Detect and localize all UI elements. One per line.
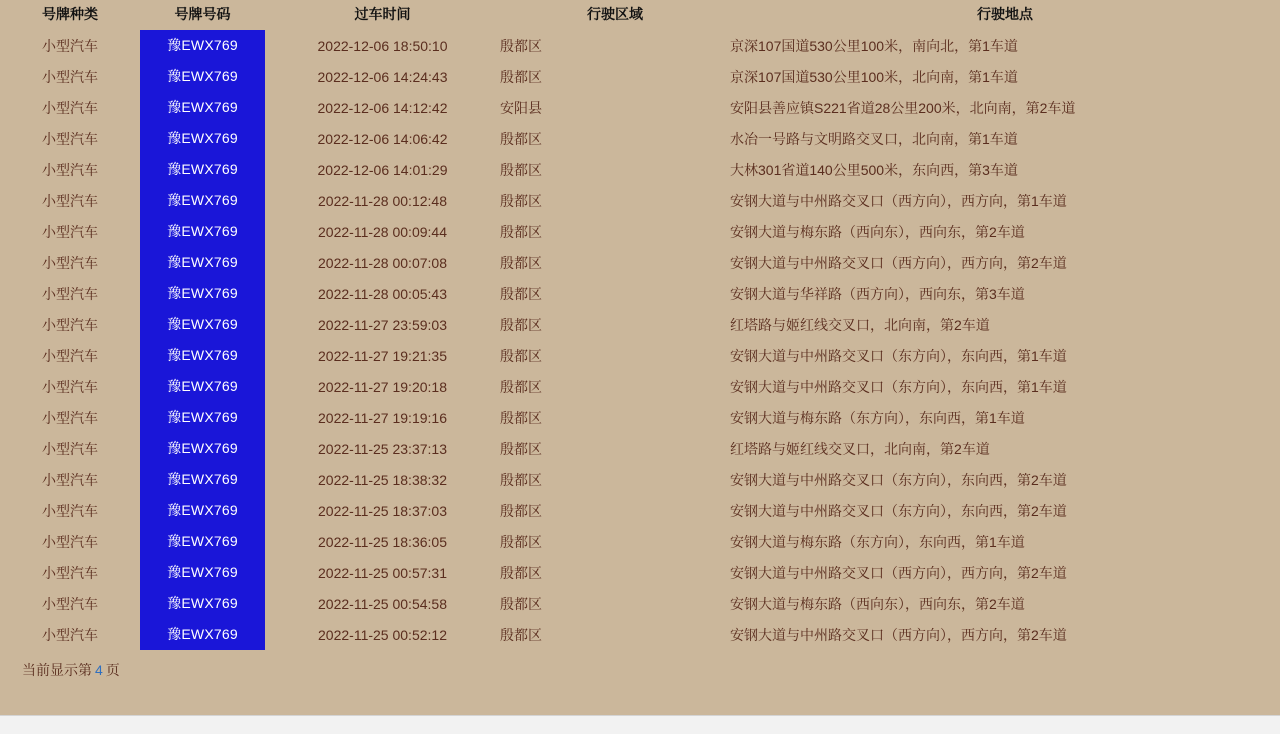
cell-location: 大林301省道140公里500米，东向西，第3车道 xyxy=(730,161,1018,178)
table-row[interactable] xyxy=(0,216,1280,247)
cell-plate-number xyxy=(140,185,265,216)
cell-plate-type: 小型汽车 xyxy=(42,378,98,395)
cell-plate-type: 小型汽车 xyxy=(42,254,98,271)
cell-location: 安钢大道与华祥路（西方向），西向东，第3车道 xyxy=(730,285,1025,302)
cell-plate-type: 小型汽车 xyxy=(42,316,98,333)
column-header-plate-number: 号牌号码 xyxy=(174,6,231,22)
plate-badge[interactable]: 豫EWX769 xyxy=(140,123,265,154)
cell-location: 安钢大道与中州路交叉口（西方向），西方向，第2车道 xyxy=(730,254,1067,271)
pagination-current-page[interactable]: 4 xyxy=(95,662,103,678)
cell-area: 殷都区 xyxy=(500,285,542,302)
cell-plate-number xyxy=(140,619,265,650)
cell-area: 殷都区 xyxy=(500,68,542,85)
cell-area: 殷都区 xyxy=(500,502,542,519)
cell-plate-type: 小型汽车 xyxy=(42,440,98,457)
cell-plate-type: 小型汽车 xyxy=(42,471,98,488)
cell-plate-number xyxy=(140,371,265,402)
cell-location: 安钢大道与中州路交叉口（西方向），西方向，第2车道 xyxy=(730,564,1067,581)
cell-location: 红塔路与姬红线交叉口，北向南，第2车道 xyxy=(730,440,990,457)
cell-pass-time: 2022-11-27 19:20:18 xyxy=(318,378,447,395)
cell-pass-time: 2022-12-06 18:50:10 xyxy=(317,37,448,54)
table-row[interactable] xyxy=(0,557,1280,588)
table-header-row xyxy=(0,0,1280,30)
cell-area: 殷都区 xyxy=(500,533,542,550)
plate-badge[interactable]: 豫EWX769 xyxy=(140,402,265,433)
cell-area: 殷都区 xyxy=(500,316,542,333)
cell-pass-time: 2022-11-28 00:07:08 xyxy=(318,254,447,271)
cell-area: 殷都区 xyxy=(500,161,542,178)
cell-location: 安钢大道与梅东路（西向东），西向东，第2车道 xyxy=(730,595,1025,612)
table-row[interactable] xyxy=(0,402,1280,433)
cell-plate-type: 小型汽车 xyxy=(42,502,98,519)
cell-area: 殷都区 xyxy=(500,223,542,240)
plate-badge[interactable]: 豫EWX769 xyxy=(140,433,265,464)
table-row[interactable] xyxy=(0,433,1280,464)
cell-location: 安钢大道与中州路交叉口（东方向），东向西，第1车道 xyxy=(730,347,1067,364)
cell-plate-type: 小型汽车 xyxy=(42,161,98,178)
plate-badge[interactable]: 豫EWX769 xyxy=(140,216,265,247)
cell-plate-type: 小型汽车 xyxy=(42,533,98,550)
cell-pass-time: 2022-12-06 14:06:42 xyxy=(317,130,448,147)
cell-pass-time: 2022-11-25 23:37:13 xyxy=(318,440,447,457)
cell-plate-number xyxy=(140,309,265,340)
cell-plate-type: 小型汽车 xyxy=(42,564,98,581)
plate-badge[interactable]: 豫EWX769 xyxy=(140,371,265,402)
table-row[interactable] xyxy=(0,30,1280,61)
cell-pass-time: 2022-12-06 14:24:43 xyxy=(317,68,448,85)
pagination-status xyxy=(0,660,1280,680)
plate-badge[interactable]: 豫EWX769 xyxy=(140,185,265,216)
cell-location: 安钢大道与中州路交叉口（西方向），西方向，第2车道 xyxy=(730,626,1067,643)
cell-area: 殷都区 xyxy=(500,347,542,364)
cell-plate-number xyxy=(140,278,265,309)
cell-pass-time: 2022-12-06 14:12:42 xyxy=(317,99,448,116)
cell-location: 安钢大道与中州路交叉口（东方向），东向西，第2车道 xyxy=(730,502,1067,519)
cell-location: 安钢大道与梅东路（东方向），东向西，第1车道 xyxy=(730,409,1025,426)
column-header-location: 行驶地点 xyxy=(977,6,1033,22)
plate-badge[interactable]: 豫EWX769 xyxy=(140,309,265,340)
cell-location: 安钢大道与中州路交叉口（东方向），东向西，第2车道 xyxy=(730,471,1067,488)
cell-pass-time: 2022-11-25 18:36:05 xyxy=(318,533,447,550)
cell-plate-number xyxy=(140,216,265,247)
table-row[interactable] xyxy=(0,185,1280,216)
cell-plate-type: 小型汽车 xyxy=(42,192,98,209)
cell-pass-time: 2022-11-28 00:09:44 xyxy=(318,223,447,240)
cell-pass-time: 2022-11-28 00:05:43 xyxy=(318,285,447,302)
table-row[interactable] xyxy=(0,309,1280,340)
table-row[interactable] xyxy=(0,154,1280,185)
table-row[interactable] xyxy=(0,464,1280,495)
cell-plate-number xyxy=(140,557,265,588)
table-row[interactable] xyxy=(0,278,1280,309)
cell-location: 水冶一号路与文明路交叉口，北向南，第1车道 xyxy=(730,130,1018,147)
cell-area: 殷都区 xyxy=(500,409,542,426)
cell-plate-type: 小型汽车 xyxy=(42,99,98,116)
cell-plate-number xyxy=(140,92,265,123)
cell-plate-type: 小型汽车 xyxy=(42,285,98,302)
cell-location: 京深107国道530公里100米，南向北，第1车道 xyxy=(730,37,1018,54)
cell-plate-number xyxy=(140,588,265,619)
cell-plate-type: 小型汽车 xyxy=(42,595,98,612)
cell-location: 安钢大道与梅东路（西向东），西向东，第2车道 xyxy=(730,223,1025,240)
plate-badge[interactable]: 豫EWX769 xyxy=(140,61,265,92)
cell-location: 京深107国道530公里100米，北向南，第1车道 xyxy=(730,68,1018,85)
table-row[interactable] xyxy=(0,340,1280,371)
plate-badge[interactable]: 豫EWX769 xyxy=(140,464,265,495)
cell-pass-time: 2022-11-28 00:12:48 xyxy=(318,192,447,209)
cell-pass-time: 2022-11-25 00:57:31 xyxy=(318,564,447,581)
cell-area: 安阳县 xyxy=(500,99,542,116)
cell-plate-type: 小型汽车 xyxy=(42,626,98,643)
cell-pass-time: 2022-11-27 19:21:35 xyxy=(318,347,447,364)
table-header xyxy=(0,0,1280,30)
cell-pass-time: 2022-11-27 23:59:03 xyxy=(318,316,447,333)
plate-badge[interactable]: 豫EWX769 xyxy=(140,495,265,526)
plate-badge[interactable]: 豫EWX769 xyxy=(140,526,265,557)
plate-badge[interactable]: 豫EWX769 xyxy=(140,30,265,61)
cell-plate-type: 小型汽车 xyxy=(42,130,98,147)
cell-plate-number xyxy=(140,247,265,278)
table-row[interactable] xyxy=(0,371,1280,402)
cell-area: 殷都区 xyxy=(500,378,542,395)
table-row[interactable] xyxy=(0,526,1280,557)
cell-plate-number xyxy=(140,61,265,92)
plate-badge[interactable]: 豫EWX769 xyxy=(140,92,265,123)
cell-area: 殷都区 xyxy=(500,254,542,271)
cell-location: 安阳县善应镇S221省道28公里200米，北向南，第2车道 xyxy=(730,99,1076,116)
cell-area: 殷都区 xyxy=(500,192,542,209)
cell-plate-number xyxy=(140,340,265,371)
cell-plate-type: 小型汽车 xyxy=(42,37,98,54)
cell-location: 安钢大道与中州路交叉口（东方向），东向西，第1车道 xyxy=(730,378,1067,395)
column-header-pass-time: 过车时间 xyxy=(354,6,411,22)
column-header-area: 行驶区域 xyxy=(587,6,643,22)
plate-badge[interactable]: 豫EWX769 xyxy=(140,340,265,371)
bottom-strip xyxy=(0,715,1280,734)
cell-area: 殷都区 xyxy=(500,440,542,457)
plate-badge[interactable]: 豫EWX769 xyxy=(140,588,265,619)
cell-location: 安钢大道与梅东路（东方向），东向西，第1车道 xyxy=(730,533,1025,550)
cell-plate-number xyxy=(140,30,265,61)
cell-plate-number xyxy=(140,495,265,526)
cell-pass-time: 2022-11-25 18:37:03 xyxy=(318,502,447,519)
table-row[interactable] xyxy=(0,495,1280,526)
plate-badge[interactable]: 豫EWX769 xyxy=(140,278,265,309)
cell-area: 殷都区 xyxy=(500,471,542,488)
cell-plate-number xyxy=(140,402,265,433)
table-row[interactable] xyxy=(0,588,1280,619)
plate-badge[interactable]: 豫EWX769 xyxy=(140,154,265,185)
pagination-prefix: 当前显示第 xyxy=(22,662,92,678)
cell-plate-number xyxy=(140,526,265,557)
cell-pass-time: 2022-11-25 00:52:12 xyxy=(318,626,447,643)
cell-plate-type: 小型汽车 xyxy=(42,347,98,364)
cell-pass-time: 2022-11-25 18:38:32 xyxy=(318,471,447,488)
cell-area: 殷都区 xyxy=(500,130,542,147)
cell-pass-time: 2022-11-25 00:54:58 xyxy=(318,595,447,612)
cell-area: 殷都区 xyxy=(500,626,542,643)
cell-pass-time: 2022-11-27 19:19:16 xyxy=(318,409,447,426)
table-row[interactable] xyxy=(0,123,1280,154)
cell-location: 红塔路与姬红线交叉口，北向南，第2车道 xyxy=(730,316,990,333)
cell-area: 殷都区 xyxy=(500,37,542,54)
cell-plate-number xyxy=(140,433,265,464)
column-header-plate-type: 号牌种类 xyxy=(42,6,98,22)
plate-badge[interactable]: 豫EWX769 xyxy=(140,557,265,588)
table-row[interactable] xyxy=(0,61,1280,92)
table-row[interactable] xyxy=(0,619,1280,650)
cell-plate-type: 小型汽车 xyxy=(42,223,98,240)
table-body xyxy=(0,30,1280,650)
cell-area: 殷都区 xyxy=(500,595,542,612)
cell-plate-number xyxy=(140,123,265,154)
table-row[interactable] xyxy=(0,92,1280,123)
plate-badge[interactable]: 豫EWX769 xyxy=(140,619,265,650)
plate-badge[interactable]: 豫EWX769 xyxy=(140,247,265,278)
cell-pass-time: 2022-12-06 14:01:29 xyxy=(317,161,448,178)
table-row[interactable] xyxy=(0,247,1280,278)
cell-location: 安钢大道与中州路交叉口（西方向），西方向，第1车道 xyxy=(730,192,1067,209)
cell-area: 殷都区 xyxy=(500,564,542,581)
cell-plate-number xyxy=(140,154,265,185)
cell-plate-type: 小型汽车 xyxy=(42,68,98,85)
pagination-suffix: 页 xyxy=(105,662,120,678)
cell-plate-number xyxy=(140,464,265,495)
cell-plate-type: 小型汽车 xyxy=(42,409,98,426)
